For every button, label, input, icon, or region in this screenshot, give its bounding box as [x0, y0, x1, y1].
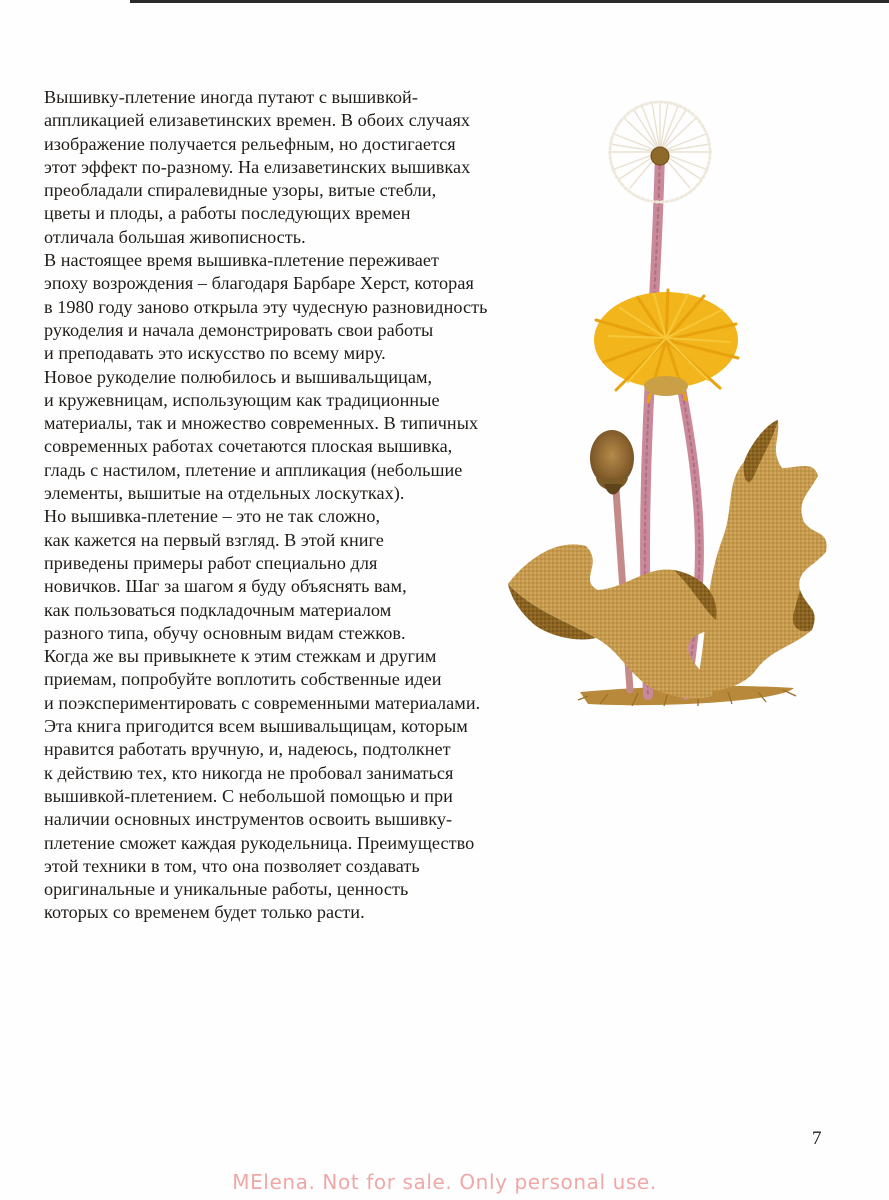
text-line: разного типа, обучу основным видам стежков.: [44, 622, 406, 643]
text-line: этой техники в том, что она позволяет создавать: [44, 855, 420, 876]
text-line: приведены примеры работ специально для: [44, 552, 378, 573]
text-line: материалы, так и множество современных. В типичных: [44, 413, 479, 434]
text-line: к действию тех, кто никогда не пробовал заниматься: [44, 762, 454, 783]
top-edge-shadow: [130, 0, 889, 3]
text-line: приемам, попробуйте воплотить собственные идеи: [44, 669, 442, 690]
body-text: [44, 86, 584, 925]
text-line: в 1980 году заново открыла эту чудесную разновидность: [44, 296, 488, 317]
text-line: наличии основных инструментов освоить вышивку-: [44, 809, 453, 830]
text-line: плетение сможет каждая рукодельница. Преимущество: [44, 832, 475, 853]
text-line: изображение получается рельефным, но достигается: [44, 133, 456, 154]
text-line: этот эффект по-разному. На елизаветинских вышивках: [44, 156, 471, 177]
text-line: отличала большая живописность.: [44, 226, 306, 247]
text-line: Эта книга пригодится всем вышивальщицам, которым: [44, 716, 468, 737]
dandelion-bud: [590, 430, 634, 495]
text-line: эпоху возрождения – благодаря Барбаре Херст, которая: [44, 273, 474, 294]
dandelion-flower: [594, 290, 738, 402]
text-line: оригинальные и уникальные работы, ценность: [44, 879, 409, 900]
text-line: которых со временем будет только расти.: [44, 902, 365, 923]
text-line: преобладали спиралевидные узоры, витые стебли,: [44, 180, 437, 201]
text-line: и поэкспериментировать с современными материалами.: [44, 692, 481, 713]
dandelion-embroidery-illustration: [508, 90, 880, 740]
text-line: как пользоваться подкладочным материалом: [44, 599, 392, 620]
text-line: Вышивку-плетение иногда путают с вышивкой-: [44, 87, 418, 107]
text-line: как кажется на первый взгляд. В этой книге: [44, 529, 384, 550]
text-line: рукоделия и начала демонстрировать свои работы: [44, 319, 434, 340]
page-number: 7: [812, 1128, 822, 1149]
left-leaf: [508, 544, 717, 698]
text-line: нравится работать вручную, и, надеюсь, подтолкнет: [44, 739, 451, 760]
text-line: современных работах сочетаются плоская вышивка,: [44, 436, 453, 457]
text-line: элементы, вышитые на отдельных лоскутках).: [44, 483, 405, 504]
text-line: гладь с настилом, плетение и аппликация (небольшие: [44, 459, 463, 480]
text-line: Когда же вы привыкнете к этим стежкам и другим: [44, 646, 437, 667]
text-line: Новое рукоделие полюбилось и вышивальщицам,: [44, 366, 433, 387]
text-line: Но вышивка-плетение – это не так сложно,: [44, 506, 381, 527]
text-line: аппликацией елизаветинских времен. В обоих случаях: [44, 110, 471, 131]
text-line: и преподавать это искусство по всему миру.: [44, 343, 386, 364]
text-line: цветы и плоды, а работы последующих времен: [44, 203, 411, 224]
watermark-text: MElena. Not for sale. Only personal use.: [232, 1170, 657, 1194]
text-line: и кружевницам, использующим как традиционные: [44, 389, 440, 410]
right-leaf: [696, 420, 827, 691]
text-line: новичков. Шаг за шагом я буду объяснять вам,: [44, 576, 407, 597]
text-line: вышивкой-плетением. С небольшой помощью и при: [44, 785, 453, 806]
text-line: В настоящее время вышивка-плетение переживает: [44, 250, 440, 271]
